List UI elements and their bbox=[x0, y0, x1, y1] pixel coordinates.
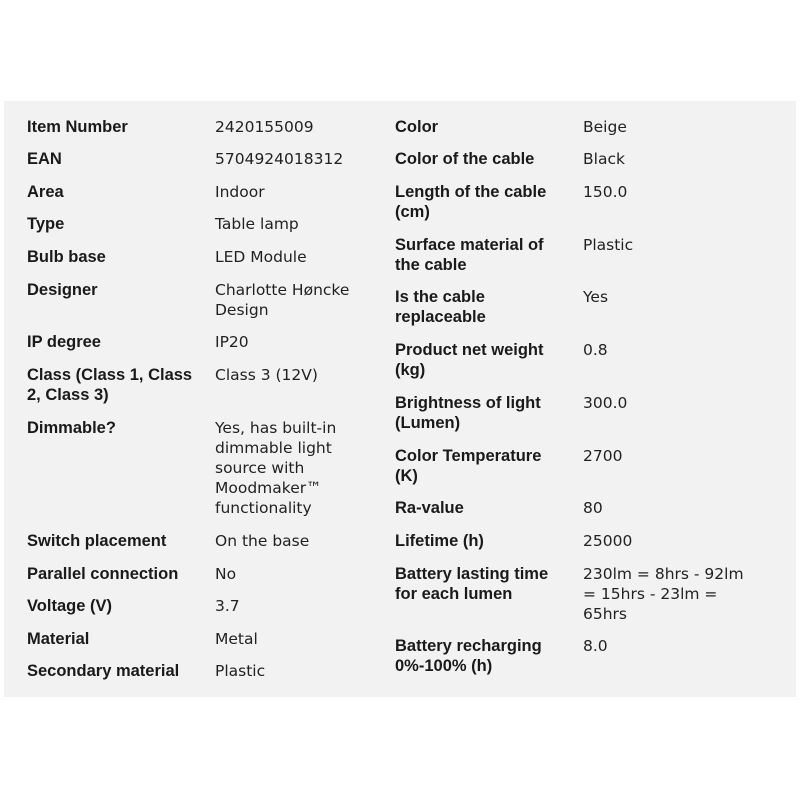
spec-row-cable-length bbox=[395, 182, 753, 222]
spec-value: 300.0 bbox=[583, 394, 628, 412]
spec-value: 8.0 bbox=[583, 637, 608, 655]
spec-value: Plastic bbox=[215, 662, 266, 680]
spec-row-dimmable bbox=[27, 418, 355, 518]
spec-row-material bbox=[27, 629, 355, 649]
spec-row-ra-value bbox=[395, 498, 753, 518]
spec-label: Parallel connection bbox=[27, 565, 179, 583]
spec-label: Bulb base bbox=[27, 248, 106, 266]
spec-label: Surface material of the cable bbox=[395, 236, 544, 274]
spec-label: Class (Class 1, Class 2, Class 3) bbox=[27, 366, 193, 404]
spec-row-ean bbox=[27, 149, 355, 169]
spec-value: Class 3 (12V) bbox=[215, 366, 318, 384]
spec-label: Battery lasting time for each lumen bbox=[395, 565, 549, 603]
spec-row-class bbox=[27, 365, 355, 405]
spec-value: 2700 bbox=[583, 447, 623, 465]
spec-value: Yes, has built-in dimmable light source with Moodmaker™ functionality bbox=[215, 419, 337, 517]
spec-row-designer bbox=[27, 280, 355, 320]
spec-label: Area bbox=[27, 183, 64, 201]
spec-label: Dimmable? bbox=[27, 419, 116, 437]
spec-value: 230lm = 8hrs - 92lm = 15hrs - 23lm = 65hrs bbox=[583, 565, 744, 623]
spec-row-battery-recharging bbox=[395, 636, 753, 676]
spec-label: Switch placement bbox=[27, 532, 167, 550]
spec-value: Charlotte Høncke Design bbox=[215, 281, 350, 319]
spec-row-battery-lasting bbox=[395, 564, 753, 624]
spec-label: Ra-value bbox=[395, 499, 464, 517]
spec-value: Metal bbox=[215, 630, 258, 648]
spec-value: On the base bbox=[215, 532, 310, 550]
spec-row-area bbox=[27, 182, 355, 202]
spec-label: Material bbox=[27, 630, 90, 648]
spec-label: EAN bbox=[27, 150, 62, 168]
spec-value: Indoor bbox=[215, 183, 265, 201]
spec-row-bulb-base bbox=[27, 247, 355, 267]
spec-row-voltage bbox=[27, 596, 355, 616]
spec-label: Voltage (V) bbox=[27, 597, 112, 615]
spec-value: 0.8 bbox=[583, 341, 608, 359]
spec-value: Plastic bbox=[583, 236, 634, 254]
spec-row-cable-replaceable bbox=[395, 287, 753, 327]
spec-value: 80 bbox=[583, 499, 603, 517]
spec-label: Battery recharging 0%-100% (h) bbox=[395, 637, 542, 675]
spec-label: Color Temperature (K) bbox=[395, 447, 542, 485]
spec-row-secondary-material bbox=[27, 661, 355, 681]
spec-row-item-number bbox=[27, 117, 355, 137]
spec-row-color-temperature bbox=[395, 446, 753, 486]
spec-label: Color of the cable bbox=[395, 150, 535, 168]
spec-label: Product net weight (kg) bbox=[395, 341, 544, 379]
spec-row-parallel-connection bbox=[27, 564, 355, 584]
spec-value: 5704924018312 bbox=[215, 150, 344, 168]
spec-label: IP degree bbox=[27, 333, 101, 351]
spec-value: 150.0 bbox=[583, 183, 628, 201]
spec-label: Lifetime (h) bbox=[395, 532, 484, 550]
spec-value: 2420155009 bbox=[215, 118, 314, 136]
spec-value: 3.7 bbox=[215, 597, 240, 615]
spec-panel bbox=[4, 101, 796, 697]
spec-value: No bbox=[215, 565, 237, 583]
spec-row-switch-placement bbox=[27, 531, 355, 551]
spec-label: Length of the cable (cm) bbox=[395, 183, 547, 221]
spec-row-cable-surface bbox=[395, 235, 753, 275]
spec-label: Brightness of light (Lumen) bbox=[395, 394, 541, 432]
spec-label: Color bbox=[395, 118, 439, 136]
spec-row-type bbox=[27, 214, 355, 234]
spec-value: LED Module bbox=[215, 248, 307, 266]
spec-row-lifetime bbox=[395, 531, 753, 551]
spec-label: Type bbox=[27, 215, 65, 233]
spec-row-net-weight bbox=[395, 340, 753, 380]
spec-row-color bbox=[395, 117, 753, 137]
spec-label: Is the cable replaceable bbox=[395, 288, 486, 326]
spec-value: IP20 bbox=[215, 333, 249, 351]
spec-value: Table lamp bbox=[215, 215, 299, 233]
spec-value: Black bbox=[583, 150, 625, 168]
spec-value: Yes bbox=[583, 288, 609, 306]
spec-row-cable-color bbox=[395, 149, 753, 169]
spec-value: Beige bbox=[583, 118, 627, 136]
spec-row-ip-degree bbox=[27, 332, 355, 352]
spec-value: 25000 bbox=[583, 532, 633, 550]
spec-label: Item Number bbox=[27, 118, 128, 136]
spec-label: Designer bbox=[27, 281, 98, 299]
spec-row-brightness bbox=[395, 393, 753, 433]
spec-label: Secondary material bbox=[27, 662, 180, 680]
